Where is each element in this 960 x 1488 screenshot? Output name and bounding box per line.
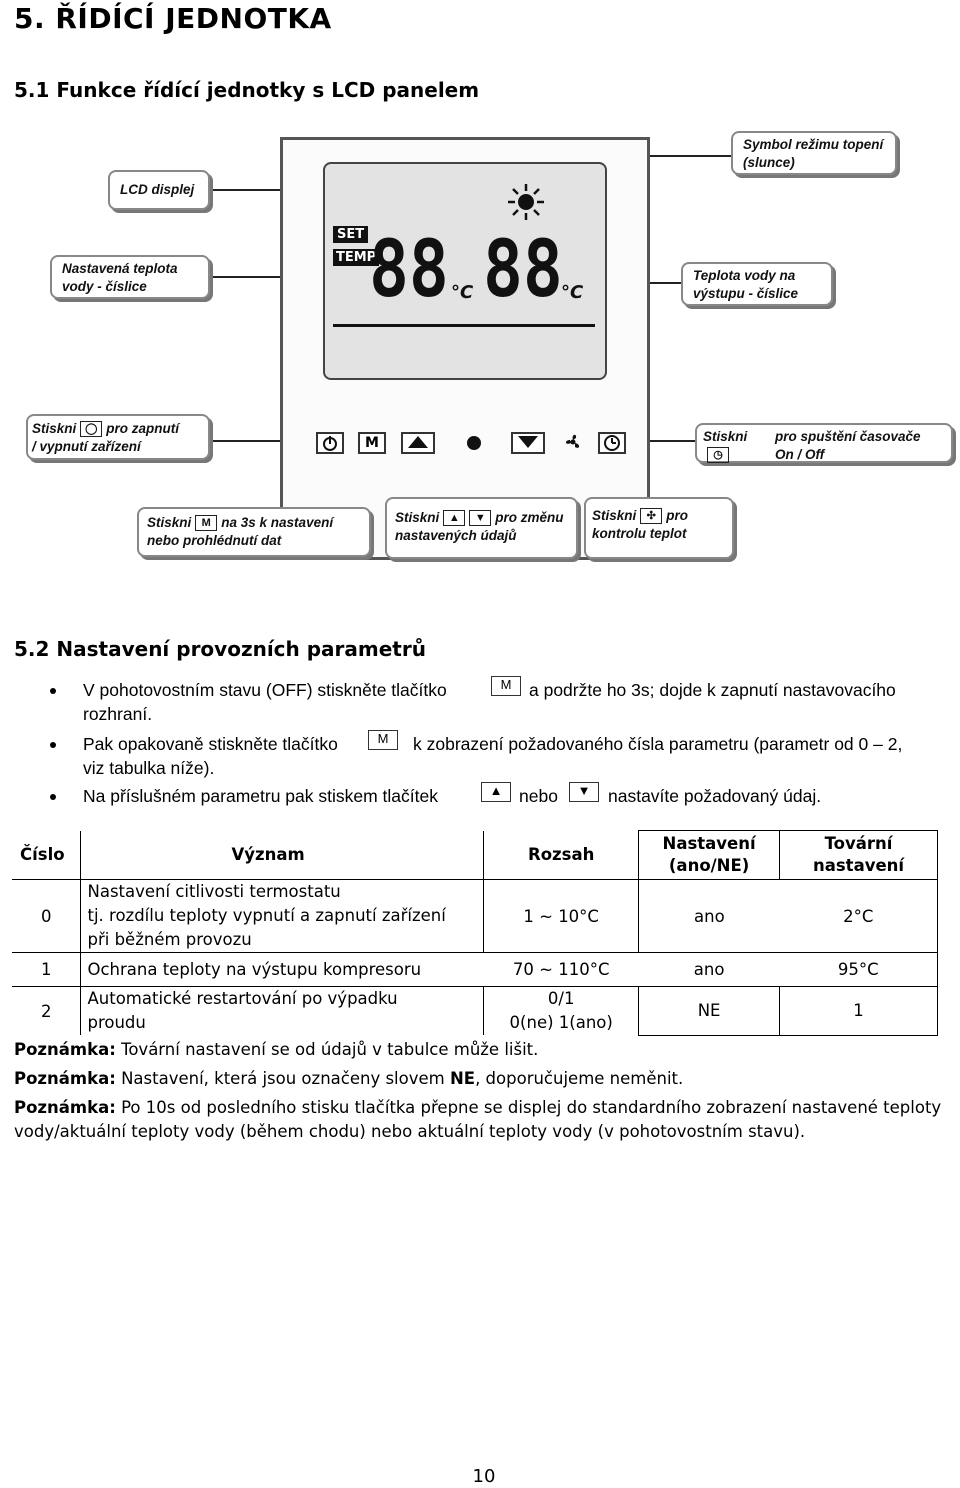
param-range: 1 ~ 10°C (484, 880, 639, 953)
callout-timer: Stiskni◷ pro spuštění časovače On / Off (695, 423, 953, 463)
param-setting: ano (694, 906, 725, 926)
param-range: 70 ~ 110°C (484, 953, 639, 987)
parameters-table (12, 830, 938, 1036)
set-indicator: SET (333, 226, 368, 243)
mode-key-icon: M (195, 515, 217, 531)
outlet-temperature-unit: °C (561, 282, 584, 303)
power-button[interactable] (316, 432, 344, 454)
param-setting: NE (639, 987, 780, 1036)
outlet-temperature-digits: 88 (483, 225, 563, 315)
table-row (12, 880, 938, 953)
param-meaning: Nastavení citlivosti termostatu tj. rozdílu teploty vypnutí a zapnutí zařízení při běžném provozu (81, 880, 484, 953)
param-setting: ano (639, 953, 780, 987)
section-2-title: 5.2 Nastavení provozních parametrů (14, 637, 426, 661)
column-header: Nastavení (ano/NE) (639, 831, 780, 880)
callout-set-temperature: Nastavená teplota vody - číslice (50, 255, 210, 299)
mode-key-icon: M (368, 730, 398, 750)
bullet-dot (50, 794, 56, 800)
callout-mode: Stiskni M na 3s k nastavení nebo prohlédnutí dat (137, 507, 371, 557)
sun-icon (506, 182, 546, 222)
up-triangle-icon: ▲ (443, 510, 465, 526)
param-number: 0 (12, 880, 81, 953)
table-row (12, 987, 938, 1036)
section-1-title: 5.1 Funkce řídící jednotky s LCD panelem (14, 78, 480, 102)
clock-icon (603, 434, 621, 452)
temp-indicator: TEMP (333, 249, 379, 266)
set-temperature-digits: 88 (369, 225, 449, 315)
chapter-heading: 5. ŘÍDÍCÍ JEDNOTKA (14, 2, 332, 35)
down-key-icon: ▼ (569, 782, 599, 802)
up-button[interactable] (401, 432, 435, 454)
set-temperature-unit: °C (451, 282, 474, 303)
down-triangle-icon: ▼ (469, 510, 491, 526)
bullet-dot (50, 688, 56, 694)
param-meaning: Automatické restartování po výpadku proudu (81, 987, 484, 1036)
page-number: 10 (472, 1466, 496, 1487)
note-1: Poznámka: Tovární nastavení se od údajů v tabulce může lišit. (14, 1040, 539, 1059)
lcd-divider (333, 324, 595, 327)
column-header: Číslo (12, 831, 81, 880)
callout-up-down: Stiskni ▲ ▼ pro změnu nastavených údajů (385, 497, 578, 559)
param-factory: 2°C (780, 880, 938, 953)
column-header: Význam (81, 831, 484, 880)
note-2: Poznámka: Nastavení, která jsou označeny slovem NE, doporučujeme neměnit. (14, 1069, 684, 1088)
timer-button[interactable] (598, 432, 626, 454)
column-header: Rozsah (484, 831, 639, 880)
fan-button[interactable] (559, 432, 587, 454)
callout-sun-symbol: Symbol režimu topení (slunce) (731, 131, 897, 175)
clock-icon: ◷ (707, 447, 729, 463)
column-header: Tovární nastavení (780, 831, 938, 880)
center-dot (467, 436, 481, 450)
bullet-dot (50, 742, 56, 748)
table-row (12, 953, 938, 987)
power-icon: ◯ (80, 421, 102, 437)
callout-fan: Stiskni ✣ pro kontrolu teplot (584, 497, 734, 559)
param-meaning: Ochrana teploty na výstupu kompresoru (81, 953, 484, 987)
up-key-icon: ▲ (481, 782, 511, 802)
param-number: 1 (12, 953, 81, 987)
callout-power: Stiskni ◯ pro zapnutí / vypnutí zařízení (26, 414, 210, 460)
callout-outlet-temperature: Teplota vody na výstupu - číslice (681, 262, 833, 306)
down-button[interactable] (511, 432, 545, 454)
down-triangle-icon (516, 434, 540, 450)
power-icon (321, 434, 339, 452)
table-header-row (12, 831, 938, 880)
up-triangle-icon (406, 434, 430, 450)
param-number: 2 (12, 987, 81, 1036)
param-factory: 95°C (780, 953, 938, 987)
callout-lcd-display: LCD displej (108, 170, 210, 210)
mode-key-icon: M (491, 676, 521, 696)
mode-button[interactable]: M (358, 432, 386, 454)
lcd-display (323, 162, 607, 380)
note-3: Poznámka: Po 10s od posledního stisku tlačítka přepne se displej do standardního zobrazení nastavené teploty vody/aktuální teploty vody (během chodu) nebo aktuální teploty vody (v pohotovostním stavu). (14, 1098, 942, 1141)
fan-icon: ✣ (640, 508, 662, 524)
param-factory: 1 (780, 987, 938, 1036)
param-range: 0/1 0(ne) 1(ano) (484, 987, 639, 1036)
fan-icon (561, 432, 585, 452)
